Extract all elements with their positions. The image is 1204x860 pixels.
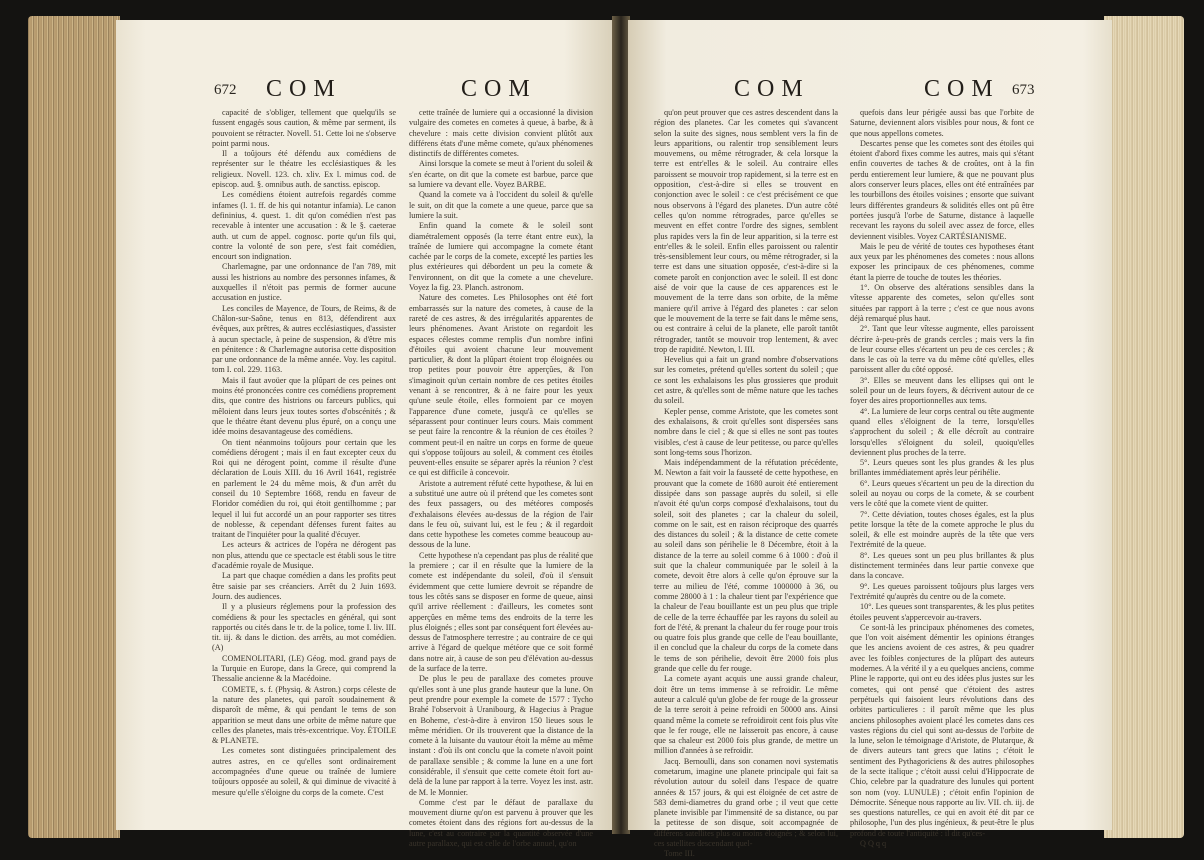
paragraph: capacité de s'obliger, tellement que quelqu'ils se fussent engagés sous caution, & même par serment, ils pouvoient se rétracter. Novell. 51. Cette loi ne s'observe point parmi nous. <box>212 108 396 148</box>
paragraph: Jacq. Bernoulli, dans son conamen novi systematis cometarum, imagine une planete principale qui fait sa révolution autour du soleil dans l'espace de quatre années & 157 jours, & qui est éloignée de cet astre de 583 demi-diametres du grand orbe ; il veut que cette planete invisible par l'immensité de sa distance, ou par la petitesse de son disque, soit accompagnée de différens satellites plus ou moins éloignés ; & selon lui, ces satellites descendant quel- <box>654 756 838 849</box>
right-page <box>628 20 1112 859</box>
paragraph: COMENOLITARI, (LE) Géog. mod. grand pays de la Turquie en Europe, dans la Grece, qui comprend la Thessalie ancienne & la Macédoine. <box>212 653 396 684</box>
right-page-header <box>628 76 1112 106</box>
paragraph: Enfin quand la comete & le soleil sont diamétralement opposés (la terre étant entre eux), la traînée de lumiere qui accompagne la comete étant cachée par le corps de la comete, excepté les parties les plus extérieures qui débordent un peu la comete & l'environnent, on dit que la comete a une chevelure. Voyez la fig. 23. Planch. astronom. <box>409 221 593 293</box>
paragraph: On tient néanmoins toûjours pour certain que les comédiens dérogent ; mais il en faut excepter ceux du Roi qui ne dérogent point, comme il résulte d'une déclaration de Louis XIII. du 16 Avril 1641, registrée en parlement le 24 du même mois, & d'un arrêt du conseil du 10 Septembre 1668, rendu en faveur de Floridor comédien du roi, qui étoit gentilhomme ; par lequel il lui fut accordé un an pour rapporter ses titres de noblesse, & cependant défenses furent faites au traitant de l'inquiéter pour la qualité d'écuyer. <box>212 437 396 540</box>
paragraph: 9°. Les queues paroissent toûjours plus larges vers l'extrémité qu'auprès du centre ou de la comete. <box>850 581 1034 601</box>
paragraph: Ainsi lorsque la comete se meut à l'orient du soleil & s'en écarte, on dit que la comete est barbue, parce que sa lumiere va devant elle. Voyez BARBE. <box>409 159 593 190</box>
paragraph: COMETE, s. f. (Physiq. & Astron.) corps céleste de la nature des planetes, qui paroît soudainement & disparoît de même, & qui pendant le tems de son apparition se meut dans une orbite de même nature que celles des planetes, mais très-excentrique. Voy. ÉTOILE & PLANETE. <box>212 684 396 746</box>
paragraph: Tome III. <box>664 849 695 859</box>
paragraph: 6°. Leurs queues s'écartent un peu de la direction du soleil au noyau ou corps de la comete, & se courbent vers le côté que la comete vient de quitter. <box>850 478 1034 509</box>
paragraph: Il a toûjours été défendu aux comédiens de représenter sur le théatre les ecclésiastiques & les religieux. Novell. 123. ch. xliv. Ex l. mimus cod. de episcop. aud. §. omnibus auth. de sanctiss. episcop. <box>212 149 396 190</box>
open-book <box>16 6 1188 859</box>
paragraph: quefois dans leur périgée aussi bas que l'orbite de Saturne, deviennent alors visibles pour nous, & font ce que nous appellons cometes. <box>850 108 1034 138</box>
paragraph: Charlemagne, par une ordonnance de l'an 789, mit aussi les histrions au nombre des personnes infames, & auxquelles il n'étoit pas permis de former aucune accusation en justice. <box>212 262 396 303</box>
paragraph: Mais indépendamment de la réfutation précédente, M. Newton a fait voir la fausseté de cette hypothese, en prouvant que la comete de 1680 auroit été entierement dissipée dans son passage auprès du soleil, si elle n'avoit été qu'un corps composé d'exhalaisons, tout du soleil, soit des planetes ; car la chaleur du soleil, comme on le sait, est en raison réciproque des quarrés des distances du soleil ; & la distance de cette comete au soleil dans son périhelie le 8 Décembre, étoit à la distance de la terre au soleil comme 6 à 1000 : d'où il suit que la chaleur communiquée par le soleil à la comete, devoit être alors à celle qu'on éprouve sur la terre au milieu de l'été, comme 1000000 à 36, ou comme 28000 à 1 : la chaleur tient par l'expérience que la chaleur de l'eau bouillante est un peu plus que triple de celle de la terre échauffée par les rayons du soleil au fort de l'été, & prenant la chaleur du fer rouge pour trois ou quatre fois plus grande que celle de l'eau bouillante, il en conclud que la chaleur du corps de la comete dans le tems de son périhelie, devoit être 2000 fois plus grande que celle du fer rouge. <box>654 458 838 674</box>
paragraph: Q Q q q <box>860 839 887 849</box>
right-column-2 <box>850 108 1034 849</box>
right-headword-2: COM <box>924 76 1000 102</box>
paragraph: Les cometes sont distinguées principalement des autres astres, en ce qu'elles sont ordinairement accompagnées d'une queue ou traînée de lumiere toûjours opposée au soleil, & qui diminue de vivacité à mesure qu'elle s'éloigne du corps de la comete. C'est <box>212 746 396 797</box>
paragraph: Ce sont-là les principaux phénomenes des cometes, que l'on voit aisément démentir les opinions étranges que les anciens avoient de ces astres, & peu quadrer avec les foibles conjectures de la plûpart des auteurs modernes. A la vérité il y a eu quelques anciens, comme Pline le rapporte, qui ont eu des idées plus justes sur les cometes, qui ont pensé que c'étoient des astres perpétuels qui faisoient leurs révolutions dans des orbites particulieres : il paroît même que les plus anciens philosophes avoient placé les cometes dans ces vastes régions du ciel qui sont au-dessus de l'orbite de la lune, selon le témoignage d'Aristote, de Plutarque, & de divers auteurs tant grecs que latins ; c'étoit le sentiment des Pythagoriciens & des autres philosophes de la secte italique ; c'étoit aussi celui d'Hippocrate de Chio, celebre par la quadrature des lunules qui portent son nom (voy. LUNULE) ; c'étoit enfin l'opinion de Démocrite. Séneque nous rapporte au liv. VII. ch. iij. de ses questions naturelles, ce qui en avoit été dit par ce philosophe, l'un des plus ingénieux, & peut-être le plus profond de toute l'antiquité : il dit qu'ces- <box>850 622 1034 838</box>
right-page-number: 673 <box>1012 82 1035 98</box>
paragraph: Aristote a autrement réfuté cette hypothese, & lui en a substitué une autre où il prétend que les cometes sont des feux passagers, ou des météores composés d'exhalaisons élevées au-dessus de la région de l'air dans le feu où, suivant lui, est le feu ; & il regardoit dans cette hypothese les cometes comme beaucoup au-dessous de la lune. <box>409 478 593 550</box>
paragraph: De plus le peu de parallaxe des cometes prouve qu'elles sont à une plus grande hauteur que la lune. On peut prendre pour exemple la comete de 1577 : Tycho Brahé l'observoit à Uranibourg, & Hagecius à Prague en Boheme, c'est-à-dire à environ 150 lieues sous le même méridien. Or ils trouverent que la distance de la comete à la luisante du vautour étoit la même au même instant : d'où ils ont conclu que la comete n'avoit point de parallaxe sensible ; & comme la lune en a une fort considérable, il s'ensuit que cette comete étoit fort au-delà de la lune par rapport à la terre. Voyez les inst. astr. de M. le Monnier. <box>409 674 593 797</box>
right-column-1 <box>654 108 838 859</box>
paragraph: Il y a plusieurs réglemens pour la profession des comédiens & pour les spectacles en général, qui sont rapportés ou cités dans le tr. de la police, tome I. liv. III. tit. iij. & dans le diction. des arrêts, au mot comédien. (A) <box>212 602 396 653</box>
paragraph: Nature des cometes. Les Philosophes ont été fort embarrassés sur la nature des cometes, à cause de la rareté de ces astres, & des irrégularités apparentes de leurs phénomenes. Avant Aristote on regardoit les espaces célestes comme remplis d'un nombre infini d'étoiles qui avoient chacune leur mouvement particulier, & dont la plûpart étoient trop éloignées ou trop petites pour pouvoir être apperçûes, & l'on s'imaginoit qu'un certain nombre de ces petites étoiles venant à se rencontrer, & à ne faire pour les yeux qu'une seule étoile, elles formoient par ce moyen l'apparence d'une comete, jusqu'à ce qu'elles se séparassent pour continuer leurs cours. Mais comment se peut faire la rencontre & la réunion de ces étoiles ? comment peut-il en naître un corps en forme de queue qui s'oppose toûjours au soleil, & comment ces étoiles peuvent-elles ensuite se séparer après la réunion ? c'est ce qui est difficile à concevoir. <box>409 293 593 478</box>
paragraph: 10°. Les queues sont transparentes, & les plus petites étoiles peuvent s'appercevoir au-travers. <box>850 602 1034 622</box>
paragraph: Mais il faut avoüer que la plûpart de ces peines ont moins été prononcées contre ces comédiens proprement dits, que contre des histrions ou farceurs publics, qui mêloient dans leurs jeux toutes sortes d'obscénités ; & que le théatre étant devenu plus épuré, on a conçu une idée moins desavantageuse des comédiens. <box>212 375 396 437</box>
paragraph: Les acteurs & actrices de l'opéra ne dérogent pas non plus, attendu que ce spectacle est établi sous le titre d'académie royale de Musique. <box>212 540 396 571</box>
left-headword-1: COM <box>266 76 342 102</box>
right-page-columns <box>654 108 1034 859</box>
paragraph: qu'on peut prouver que ces astres descendent dans la région des planetes. Car les cometes qui s'avancent selon la suite des signes, nous semblent vers la fin de leurs apparitions, ou ralentir trop sensiblement leurs mouvemens, ou même rétrograder, & cela lorsque la terre est entr'elles & le soleil. Au contraire elles paroissent se mouvoir trop rapidement, si la terre est en opposition, c'est-à-dire si elles se trouvent en conjonction avec le soleil : ce c'est précisément ce que nous observons à l'égard des planetes. D'un autre côté celles qu'on nomme rétrogrades, parce qu'elles se meuvent en effet contre l'ordre des signes, semblent plus rapides vers la fin de leur apparition, si la terre est entr'elles & le soleil. Enfin elles paroissent ou ralentir très-sensiblement leur cours, ou même rétrograder, si la terre est dans une situation opposée, c'est-à-dire si la comete paroît en conjonction avec le soleil. Il est donc aisé de voir que la cause de ces apparences est le mouvement de la terre dans son orbite, de la même maniere qu'il arrive à l'égard des planetes : car selon que le mouvement de la terre se fait dans le même sens, ou est contraire à celui de la planete, elle paroît tantôt rétrograder, tantôt se mouvoir trop lentement, & avec trop de rapidité. Newton, l. III. <box>654 108 838 354</box>
paragraph: La part que chaque comédien a dans les profits peut être saisie par ses créanciers. Arrêt du 2 Juin 1693. Journ. des audiences. <box>212 571 396 601</box>
left-page-header <box>116 76 614 106</box>
paragraph: 1°. On observe des altérations sensibles dans la vîtesse apparente des cometes, selon qu'elles sont situées par rapport à la terre ; c'est ce que nous avons déjà remarqué plus haut. <box>850 283 1034 323</box>
paragraph: cette traînée de lumiere qui a occasionné la division vulgaire des cometes en cometes à queue, à barbe, & à chevelure : mais cette division convient plûtôt aux différens états d'une même comete, qu'aux phénomenes distinctifs de différentes cometes. <box>409 108 593 159</box>
right-page-edges <box>1104 16 1184 838</box>
paragraph: Quand la comete va à l'occident du soleil & qu'elle le suit, on dit que la comete a une queue, parce que sa lumiere la suit. <box>409 190 593 220</box>
paragraph: 8°. Les queues sont un peu plus brillantes & plus distinctement terminées dans leur partie convexe que dans la concave. <box>850 550 1034 581</box>
paragraph: Kepler pense, comme Aristote, que les cometes sont des exhalaisons, & croit qu'elles sont dispersées sans nombre dans le ciel ; & que si elles ne sont pas toutes visibles, c'est à cause de leur petitesse, ou parce qu'elles sont long-tems sous l'horizon. <box>654 406 838 457</box>
paragraph: La comete ayant acquis une aussi grande chaleur, doit être un tems immense à se refroidir. Le même auteur a calculé qu'un globe de fer rouge de la grosseur de la terre seroit à peine refroidi en 50000 ans. Ainsi quand même la comete se refroidiroit cent fois plus vîte que le fer rouge, elle ne laisseroit pas encore, à cause que sa chaleur est 2000 fois plus grande, de mettre un million d'années à se refroidir. <box>654 674 838 756</box>
paragraph: Les conciles de Mayence, de Tours, de Reims, & de Châlon-sur-Saône, tenus en 813, défendirent aux évêques, aux prêtres, & autres ecclésiastiques, d'assister à aucun spectacle, à peine de suspension, & d'être mis en pénitence : & Charlemagne autorisa cette disposition par une ordonnance de la même année. Voy. les capitul. tom I. col. 229. 1163. <box>212 303 396 375</box>
left-page-columns <box>212 108 593 849</box>
left-column-1 <box>212 108 396 816</box>
left-page-edges <box>28 16 120 838</box>
paragraph: Les comédiens étoient autrefois regardés comme infames (l. 1. ff. de his qui notantur infamia). Le canon defininius, 4. quest. 1. dit qu'on comédien n'est pas recevable à intenter une accusation : & le §. caeterae auth. ut cum de appel. cognosc. porte qu'un fils qui, contre la volonté de son pere, s'est fait comédien, encourt son indignation. <box>212 190 396 262</box>
right-headword-1: COM <box>734 76 810 102</box>
paragraph: Hevelius qui a fait un grand nombre d'observations sur les cometes, prétend qu'elles sortent du soleil ; que ce sont les exhalaisons les plus grossieres que produit cet astre, & qu'elles sont de même nature que les taches du soleil. <box>654 355 838 406</box>
left-page-number: 672 <box>214 82 237 98</box>
left-headword-2: COM <box>461 76 537 102</box>
paragraph: Descartes pense que les cometes sont des étoiles qui étoient d'abord fixes comme les autres, mais qui s'étant enfin couvertes de taches & de croûtes, ont à la fin perdu entierement leur lumiere, & que ne pouvant plus alors conserver leurs places, elles ont été entraînées par les tourbillons des étoiles voisines ; ensorte que suivant leurs différentes grandeurs & solidités elles ont pû être portées jusqu'à l'orbe de Saturne, distance à laquelle recevant les rayons du soleil avec assez de force, elles deviennent visibles. Voyez CARTÉSIANISME. <box>850 138 1034 241</box>
left-column-2 <box>409 108 593 849</box>
paragraph: 5°. Leurs queues sont les plus grandes & les plus brillantes immédiatement après leur périhélie. <box>850 458 1034 478</box>
paragraph: 3°. Elles se meuvent dans les ellipses qui ont le soleil pour un de leurs foyers, & décrivent autour de ce foyer des aires proportionnelles aux tems. <box>850 375 1034 406</box>
paragraph: 2°. Tant que leur vîtesse augmente, elles paroissent décrire à-peu-près de grands cercles ; mais vers la fin de leur course elles s'écartent un peu de ces cercles ; & dans le cas où la terre va du même côté qu'elles, elles paroissent aller du côté opposé. <box>850 324 1034 375</box>
left-page <box>116 20 614 849</box>
paragraph: Mais le peu de vérité de toutes ces hypotheses étant aux yeux par les phénomenes des cometes : nous allons exposer les principaux de ces phénomenes, comme étant la pierre de touche de toutes les théories. <box>850 241 1034 282</box>
paragraph: Comme c'est par le défaut de parallaxe du mouvement diurne qu'on est parvenu à prouver que les cometes étoient dans des régions fort au-dessus de la lune, c'est au contraire par la quantité observée d'une autre parallaxe, qui est celle de l'orbe annuel, qu'on <box>409 797 593 849</box>
paragraph: 7°. Cette déviation, toutes choses égales, est la plus petite lorsque la tête de la comete approche le plus du soleil, & elle est moindre auprès de la tête que vers l'extrémité de la queue. <box>850 509 1034 550</box>
paragraph: Cette hypothese n'a cependant pas plus de réalité que la premiere ; car il en résulte que la lumiere de la comete est indépendante du soleil, d'où il s'ensuit évidemment que cette lumiere devroit se répandre de tous les côtés sans se disposer en forme de queue, ainsi qu'il arrive réellement : d'ailleurs, les cometes sont apperçûes en même tems des endroits de la terre les plus éloignés ; elles sont par conséquent fort élevées au-dessus de l'atmosphere terrestre ; au contraire de ce qui arrive à l'égard de quelque météore que ce soit formé dans notre air, à cause de son peu d'élévation au-dessus de la surface de la terre. <box>409 550 593 674</box>
paragraph: 4°. La lumiere de leur corps central ou tête augmente quand elles s'éloignent de la terre, lorsqu'elles s'approchent du soleil ; & elle décroît au contraire lorsqu'elles s'éloignent du soleil, quoiqu'elles deviennent plus proches de la terre. <box>850 406 1034 457</box>
